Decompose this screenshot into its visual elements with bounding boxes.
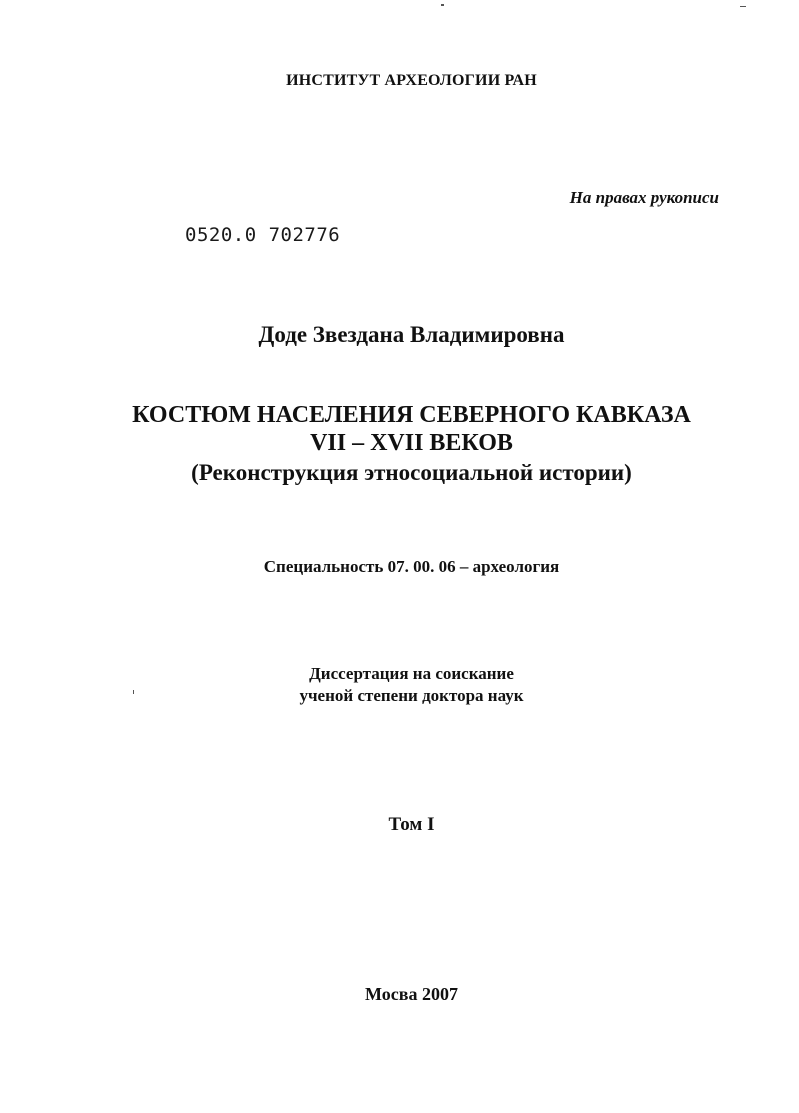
thesis-title-line-2: VII – XVII ВЕКОВ bbox=[310, 430, 513, 456]
degree-line-1: Диссертация на соискание bbox=[309, 664, 514, 683]
degree-line-2: ученой степени доктора наук bbox=[299, 686, 524, 705]
manuscript-note: На правах рукописи bbox=[569, 188, 719, 207]
scan-speck bbox=[740, 6, 746, 7]
scan-speck bbox=[441, 4, 444, 6]
archive-code: 0520.0 702776 bbox=[185, 224, 341, 246]
volume-label: Том I bbox=[388, 814, 435, 835]
author-name: Доде Звездана Владимировна bbox=[258, 322, 565, 347]
thesis-subtitle: (Реконструкция этносоциальной истории) bbox=[191, 460, 632, 485]
institute-name: ИНСТИТУТ АРХЕОЛОГИИ РАН bbox=[286, 72, 537, 89]
thesis-title-line-1: КОСТЮМ НАСЕЛЕНИЯ СЕВЕРНОГО КАВКАЗА bbox=[132, 402, 691, 428]
city-year: Мосва 2007 bbox=[365, 984, 458, 1004]
specialty-line: Специальность 07. 00. 06 – археология bbox=[263, 557, 560, 576]
